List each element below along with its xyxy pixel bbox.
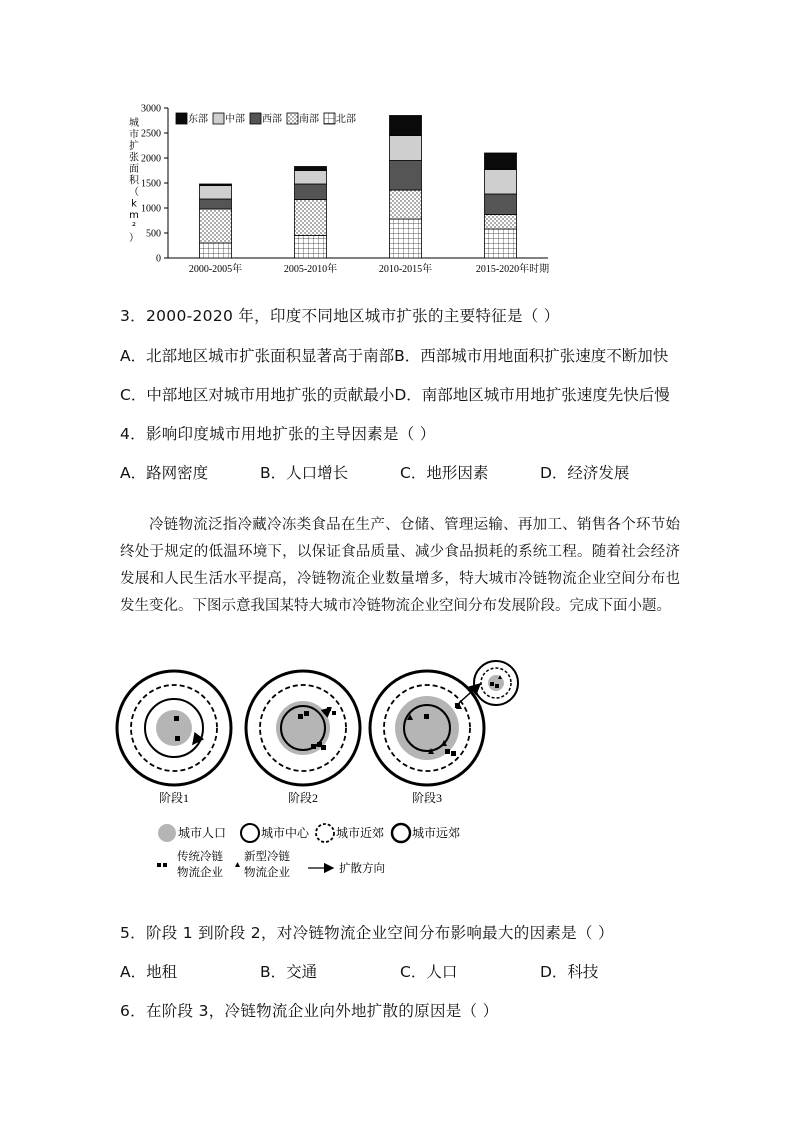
legend-far: 城市远郊 [412, 826, 461, 840]
bar-segment-东部 [485, 153, 517, 170]
q5-option-d[interactable]: D．科技 [540, 963, 599, 981]
q3-option-b[interactable]: B．西部城市用地面积扩张速度不断加快 [394, 347, 669, 365]
chart-legend [176, 112, 356, 125]
x-tick-label: 2000-2005年 [188, 264, 243, 275]
bar-segment-中部 [200, 186, 232, 200]
bar-segment-东部 [200, 184, 232, 186]
bar-segment-西部 [485, 194, 517, 215]
q4-option-a[interactable]: A．路网密度 [120, 464, 209, 482]
q3-option-a[interactable]: A．北部地区城市扩张面积显著高于南部 [120, 347, 395, 365]
stage-3-label: 阶段3 [411, 791, 443, 805]
legend-population-swatch [158, 824, 176, 842]
question-5-options [120, 960, 598, 982]
y-tick-label: 1500 [141, 178, 161, 190]
bar-segment-南部 [295, 200, 327, 236]
x-tick-labels [189, 262, 549, 275]
bar-segment-南部 [390, 190, 422, 219]
y-tick-label: 0 [156, 253, 161, 265]
legend-arrow: 扩散方向 [339, 861, 385, 875]
q5-option-c[interactable]: C．人口 [400, 963, 458, 981]
q4-option-d[interactable]: D．经济发展 [540, 464, 630, 482]
q5-option-a[interactable]: A．地租 [120, 963, 178, 981]
question-3-stem: 3．2000-2020 年，印度不同地区城市扩张的主要特征是（ ） [120, 307, 560, 325]
legend-swatch-东部 [176, 113, 187, 124]
q5-option-b[interactable]: B．交通 [260, 963, 318, 981]
chart-bars [200, 116, 517, 259]
legend-label-北部: 北部 [336, 114, 356, 125]
y-axis-title: 城市扩张面积（ k m ² ） [129, 118, 139, 244]
y-tick-label: 2500 [141, 128, 161, 140]
diagram-legend [157, 824, 460, 879]
legend-label-西部: 西部 [262, 114, 282, 125]
q4-option-b[interactable]: B．人口增长 [260, 464, 349, 482]
bar-segment-中部 [390, 136, 422, 161]
question-3-options-row-2 [120, 383, 670, 405]
legend-population: 城市人口 [178, 826, 227, 840]
legend-near-swatch [316, 824, 334, 842]
legend-swatch-北部 [324, 113, 335, 124]
bar-segment-北部 [295, 236, 327, 259]
y-axis-label [129, 116, 140, 244]
stage-1-diagram [117, 671, 231, 785]
bar-segment-西部 [390, 161, 422, 191]
y-tick-label: 3000 [141, 103, 161, 115]
question-4-options [120, 461, 629, 483]
legend-traditional-line-1: 传统冷链 [177, 849, 223, 863]
legend-center-swatch [241, 824, 259, 842]
legend-traditional-line-2: 物流企业 [177, 865, 223, 879]
stage-3-diagram [370, 661, 518, 785]
bar-segment-西部 [295, 184, 327, 200]
y-tick-label: 1000 [141, 203, 161, 215]
legend-center: 城市中心 [261, 826, 310, 840]
x-tick-label: 2015-2020年时期 [475, 264, 550, 275]
bar-segment-北部 [485, 229, 517, 258]
cold-chain-stage-diagram [115, 658, 535, 888]
question-3-options-row-1 [120, 344, 668, 366]
legend-swatch-西部 [250, 113, 261, 124]
legend-new-line-2: 物流企业 [244, 865, 290, 879]
bar-segment-东部 [295, 167, 327, 171]
bar-segment-南部 [485, 215, 517, 230]
q3-option-c[interactable]: C．中部地区对城市用地扩张的贡献最小 [120, 386, 395, 404]
stage-2-diagram [246, 671, 360, 785]
legend-swatch-中部 [213, 113, 224, 124]
x-tick-label: 2010-2015年 [378, 264, 433, 275]
bar-segment-中部 [485, 170, 517, 195]
y-tick-label: 500 [146, 228, 161, 240]
stage-2-label: 阶段2 [287, 791, 319, 805]
q4-option-c[interactable]: C．地形因素 [400, 464, 489, 482]
bar-segment-南部 [200, 209, 232, 243]
question-5-stem: 5．阶段 1 到阶段 2，对冷链物流企业空间分布影响最大的因素是（ ） [120, 924, 614, 942]
bar-segment-北部 [390, 219, 422, 258]
legend-far-swatch [392, 824, 410, 842]
stage-1-label: 阶段1 [158, 791, 190, 805]
legend-new-line-1: 新型冷链 [244, 849, 290, 863]
legend-label-南部: 南部 [299, 114, 319, 125]
y-tick-label: 2000 [141, 153, 161, 165]
bar-segment-中部 [295, 171, 327, 185]
bar-segment-东部 [390, 116, 422, 136]
x-tick-label: 2005-2010年 [283, 264, 338, 275]
stacked-bar-chart [118, 98, 558, 283]
legend-near: 城市近郊 [336, 826, 385, 840]
question-4-stem: 4．影响印度城市用地扩张的主导因素是（ ） [120, 425, 436, 443]
reading-passage: 冷链物流泛指冷藏冷冻类食品在生产、仓储、管理运输、再加工、销售各个环节始终处于规定的低温环境下，以保证食品质量、减少食品损耗的系统工程。随着社会经济发展和人民生活水平提高，冷链物流企业数量增多，特大城市冷链物流企业空间分布也发生变化。下图示意我国某特大城市冷链物流企业空间分布发展阶段。完成下面小题。 [120, 517, 680, 614]
bar-segment-西部 [200, 199, 232, 209]
legend-label-东部: 东部 [188, 114, 208, 125]
question-6-stem: 6．在阶段 3，冷链物流企业向外地扩散的原因是（ ） [120, 1002, 499, 1020]
legend-label-中部: 中部 [225, 114, 245, 125]
q3-option-d[interactable]: D．南部地区城市用地扩张速度先快后慢 [394, 386, 670, 404]
bar-segment-北部 [200, 243, 232, 258]
legend-swatch-南部 [287, 113, 298, 124]
